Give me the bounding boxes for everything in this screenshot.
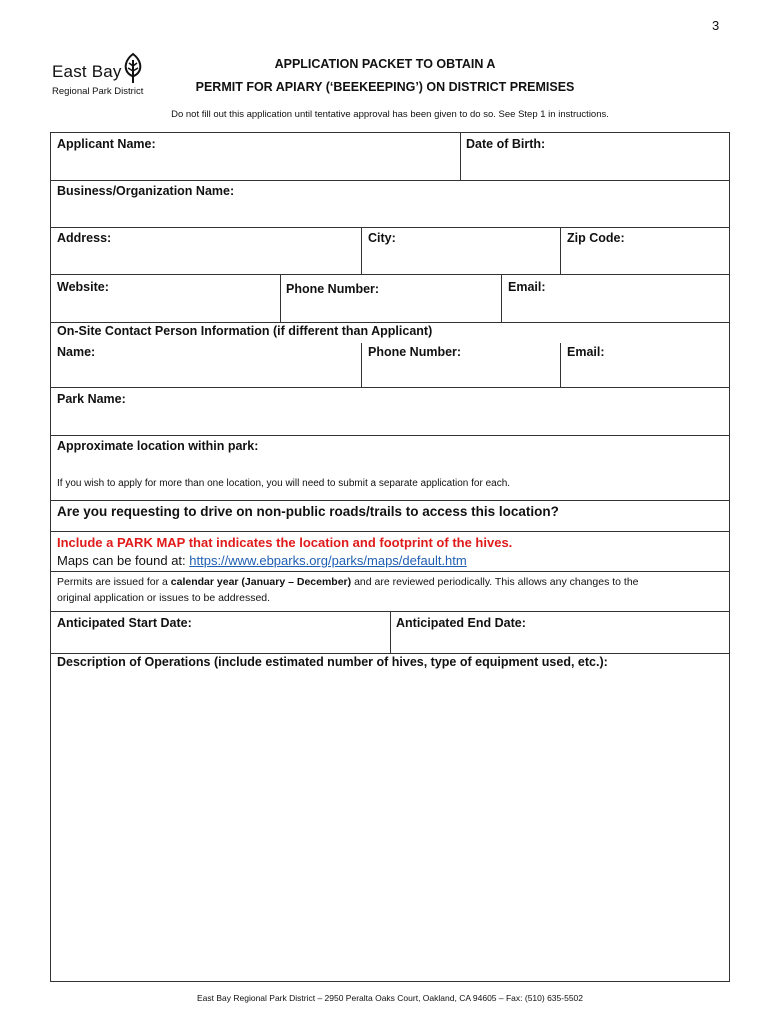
park-map-notice: Include a PARK MAP that indicates the location and footprint of the hives.: [57, 535, 513, 550]
logo-subtitle: Regional Park District: [52, 86, 144, 97]
onsite-contact-heading: On-Site Contact Person Information (if different than Applicant): [57, 324, 433, 338]
application-form: [50, 132, 730, 982]
zip-code-field[interactable]: Zip Code:: [567, 231, 625, 245]
title-line-1: APPLICATION PACKET TO OBTAIN A: [274, 57, 496, 71]
onsite-name-field[interactable]: Name:: [57, 345, 96, 359]
maps-prefix: Maps can be found at:: [57, 553, 190, 568]
permits-text-end: and are reviewed periodically. This allows any changes to the: [351, 576, 639, 588]
website-field[interactable]: Website:: [57, 280, 109, 294]
address-field[interactable]: Address:: [57, 231, 112, 245]
permits-note-line-2: original application or issues to be addressed.: [57, 592, 271, 604]
footer-address: East Bay Regional Park District – 2950 Peralta Oaks Court, Oakland, CA 94605 – Fax: (510) 635-5502: [196, 993, 583, 1003]
date-of-birth-field[interactable]: Date of Birth:: [466, 137, 546, 151]
approximate-location-field[interactable]: Approximate location within park:: [57, 439, 259, 453]
start-date-field[interactable]: Anticipated Start Date:: [57, 616, 192, 630]
page-number: 3: [712, 18, 720, 33]
leaf-icon: [121, 52, 145, 84]
drive-question-field[interactable]: Are you requesting to drive on non-public roads/trails to access this location?: [57, 504, 559, 519]
permits-bold-text: calendar year (January – December): [170, 576, 352, 588]
maps-link[interactable]: https://www.ebparks.org/parks/maps/default.htm: [189, 553, 467, 568]
park-name-field[interactable]: Park Name:: [57, 392, 126, 406]
onsite-email-field[interactable]: Email:: [567, 345, 605, 359]
phone-number-field[interactable]: Phone Number:: [286, 282, 380, 296]
instruction-text: Do not fill out this application until tentative approval has been given to do so. See Step 1 in instructions.: [171, 109, 609, 120]
permits-text: Permits are issued for a: [57, 576, 171, 588]
permits-note-line-1: [57, 576, 639, 588]
end-date-field[interactable]: Anticipated End Date:: [396, 616, 526, 630]
logo-wordmark: East Bay: [52, 62, 122, 81]
description-field[interactable]: Description of Operations (include estimated number of hives, type of equipment used, etc.):: [57, 655, 608, 669]
applicant-name-field[interactable]: Applicant Name:: [57, 137, 156, 151]
maps-line: [57, 553, 467, 568]
business-name-field[interactable]: Business/Organization Name:: [57, 184, 235, 198]
city-field[interactable]: City:: [368, 231, 396, 245]
district-logo: [52, 52, 152, 104]
onsite-phone-field[interactable]: Phone Number:: [368, 345, 462, 359]
title-line-2: PERMIT FOR APIARY (‘BEEKEEPING’) ON DISTRICT PREMISES: [195, 80, 575, 94]
email-field[interactable]: Email:: [508, 280, 546, 294]
location-note: If you wish to apply for more than one location, you will need to submit a separate application for each.: [57, 478, 511, 489]
